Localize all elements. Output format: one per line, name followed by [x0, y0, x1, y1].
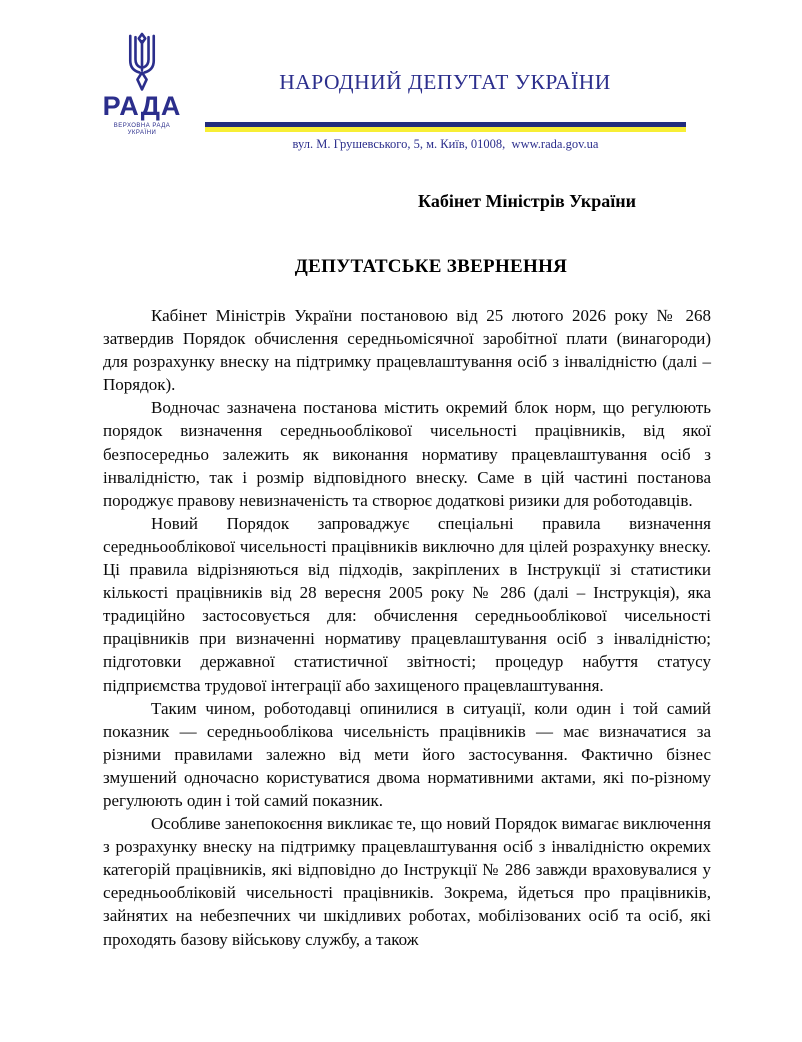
letterhead-title: НАРОДНИЙ ДЕПУТАТ УКРАЇНИ	[279, 70, 611, 94]
paragraph-1: Кабінет Міністрів України постановою від 25 лютого 2026 року № 268 затвердив Порядок обчислення середньомісячної заробітної плати (винагороди) для розрахунку внеску на підтримку працевлаштування осіб з інвалідністю (далі – Порядок).	[103, 306, 711, 395]
letterhead-address: вул. М. Грушевського, 5, м. Київ, 01008, www.rada.gov.ua	[292, 137, 599, 151]
flag-rule-yellow-bar	[205, 127, 686, 132]
logo-subtitle	[96, 123, 188, 137]
trident-icon	[96, 32, 188, 92]
paragraph-5: Особливе занепокоєння викликає те, що новий Порядок вимагає виключення з розрахунку внеску на підтримку працевлаштування осіб з інвалідністю окремих категорій працівників, які відповідно до Інструкції № 286 завжди враховувалися у середньообліковій чисельності працівників. Зокрема, йдеться про працівників, зайнятих на небезпечних чи шкідливих роботах, мобілізованих осіб та осіб, які проходять базову військову службу, а також	[103, 814, 711, 949]
addressee: Кабінет Міністрів України	[418, 191, 637, 211]
paragraph-3: Новий Порядок запроваджує спеціальні правила визначення середньооблікової чисельності працівників виключно для цілей розрахунку внеску. Ці правила відрізняються від підходів, закріплених в Інструкції зі статистики кількості працівників від 28 вересня 2005 року № 286 (далі – Інструкція), яка традиційно застосовується для: обчислення середньооблікової чисельності працівників при визначенні нормативу працевлаштування осіб з інвалідністю; підготовки державної статистичної звітності; процедур набуття статусу підприємства трудової інтеграції або захищеного працевлаштування.	[103, 513, 711, 695]
logo-subtitle-line1: ВЕРХОВНА РАДА	[113, 123, 171, 129]
paragraph-2: Водночас зазначена постанова містить окремий блок норм, що регулюють порядок визначення середньооблікової чисельності працівників, від якої безпосередньо залежить як виконання нормативу працевлаштування осіб з інвалідністю, так і розмір відповідного внеску. Саме в цій частині постанова породжує правову невизначеність та створює додаткові ризики для роботодавців.	[103, 398, 711, 510]
flag-rule	[205, 122, 686, 132]
letter-body	[103, 304, 711, 951]
logo-wordmark: РАДА	[102, 91, 182, 121]
rada-logo	[96, 32, 188, 137]
document-title: ДЕПУТАТСЬКЕ ЗВЕРНЕННЯ	[294, 256, 568, 277]
logo-subtitle-line2: УКРАЇНИ	[127, 130, 157, 136]
paragraph-4: Таким чином, роботодавці опинилися в ситуації, коли один і той самий показник — середньооблікова чисельність працівників — має визначатися за різними правилами залежно від мети його застосування. Фактично бізнес змушений одночасно користуватися двома нормативними актами, які по-різному регулюють один і той самий показник.	[103, 698, 711, 810]
